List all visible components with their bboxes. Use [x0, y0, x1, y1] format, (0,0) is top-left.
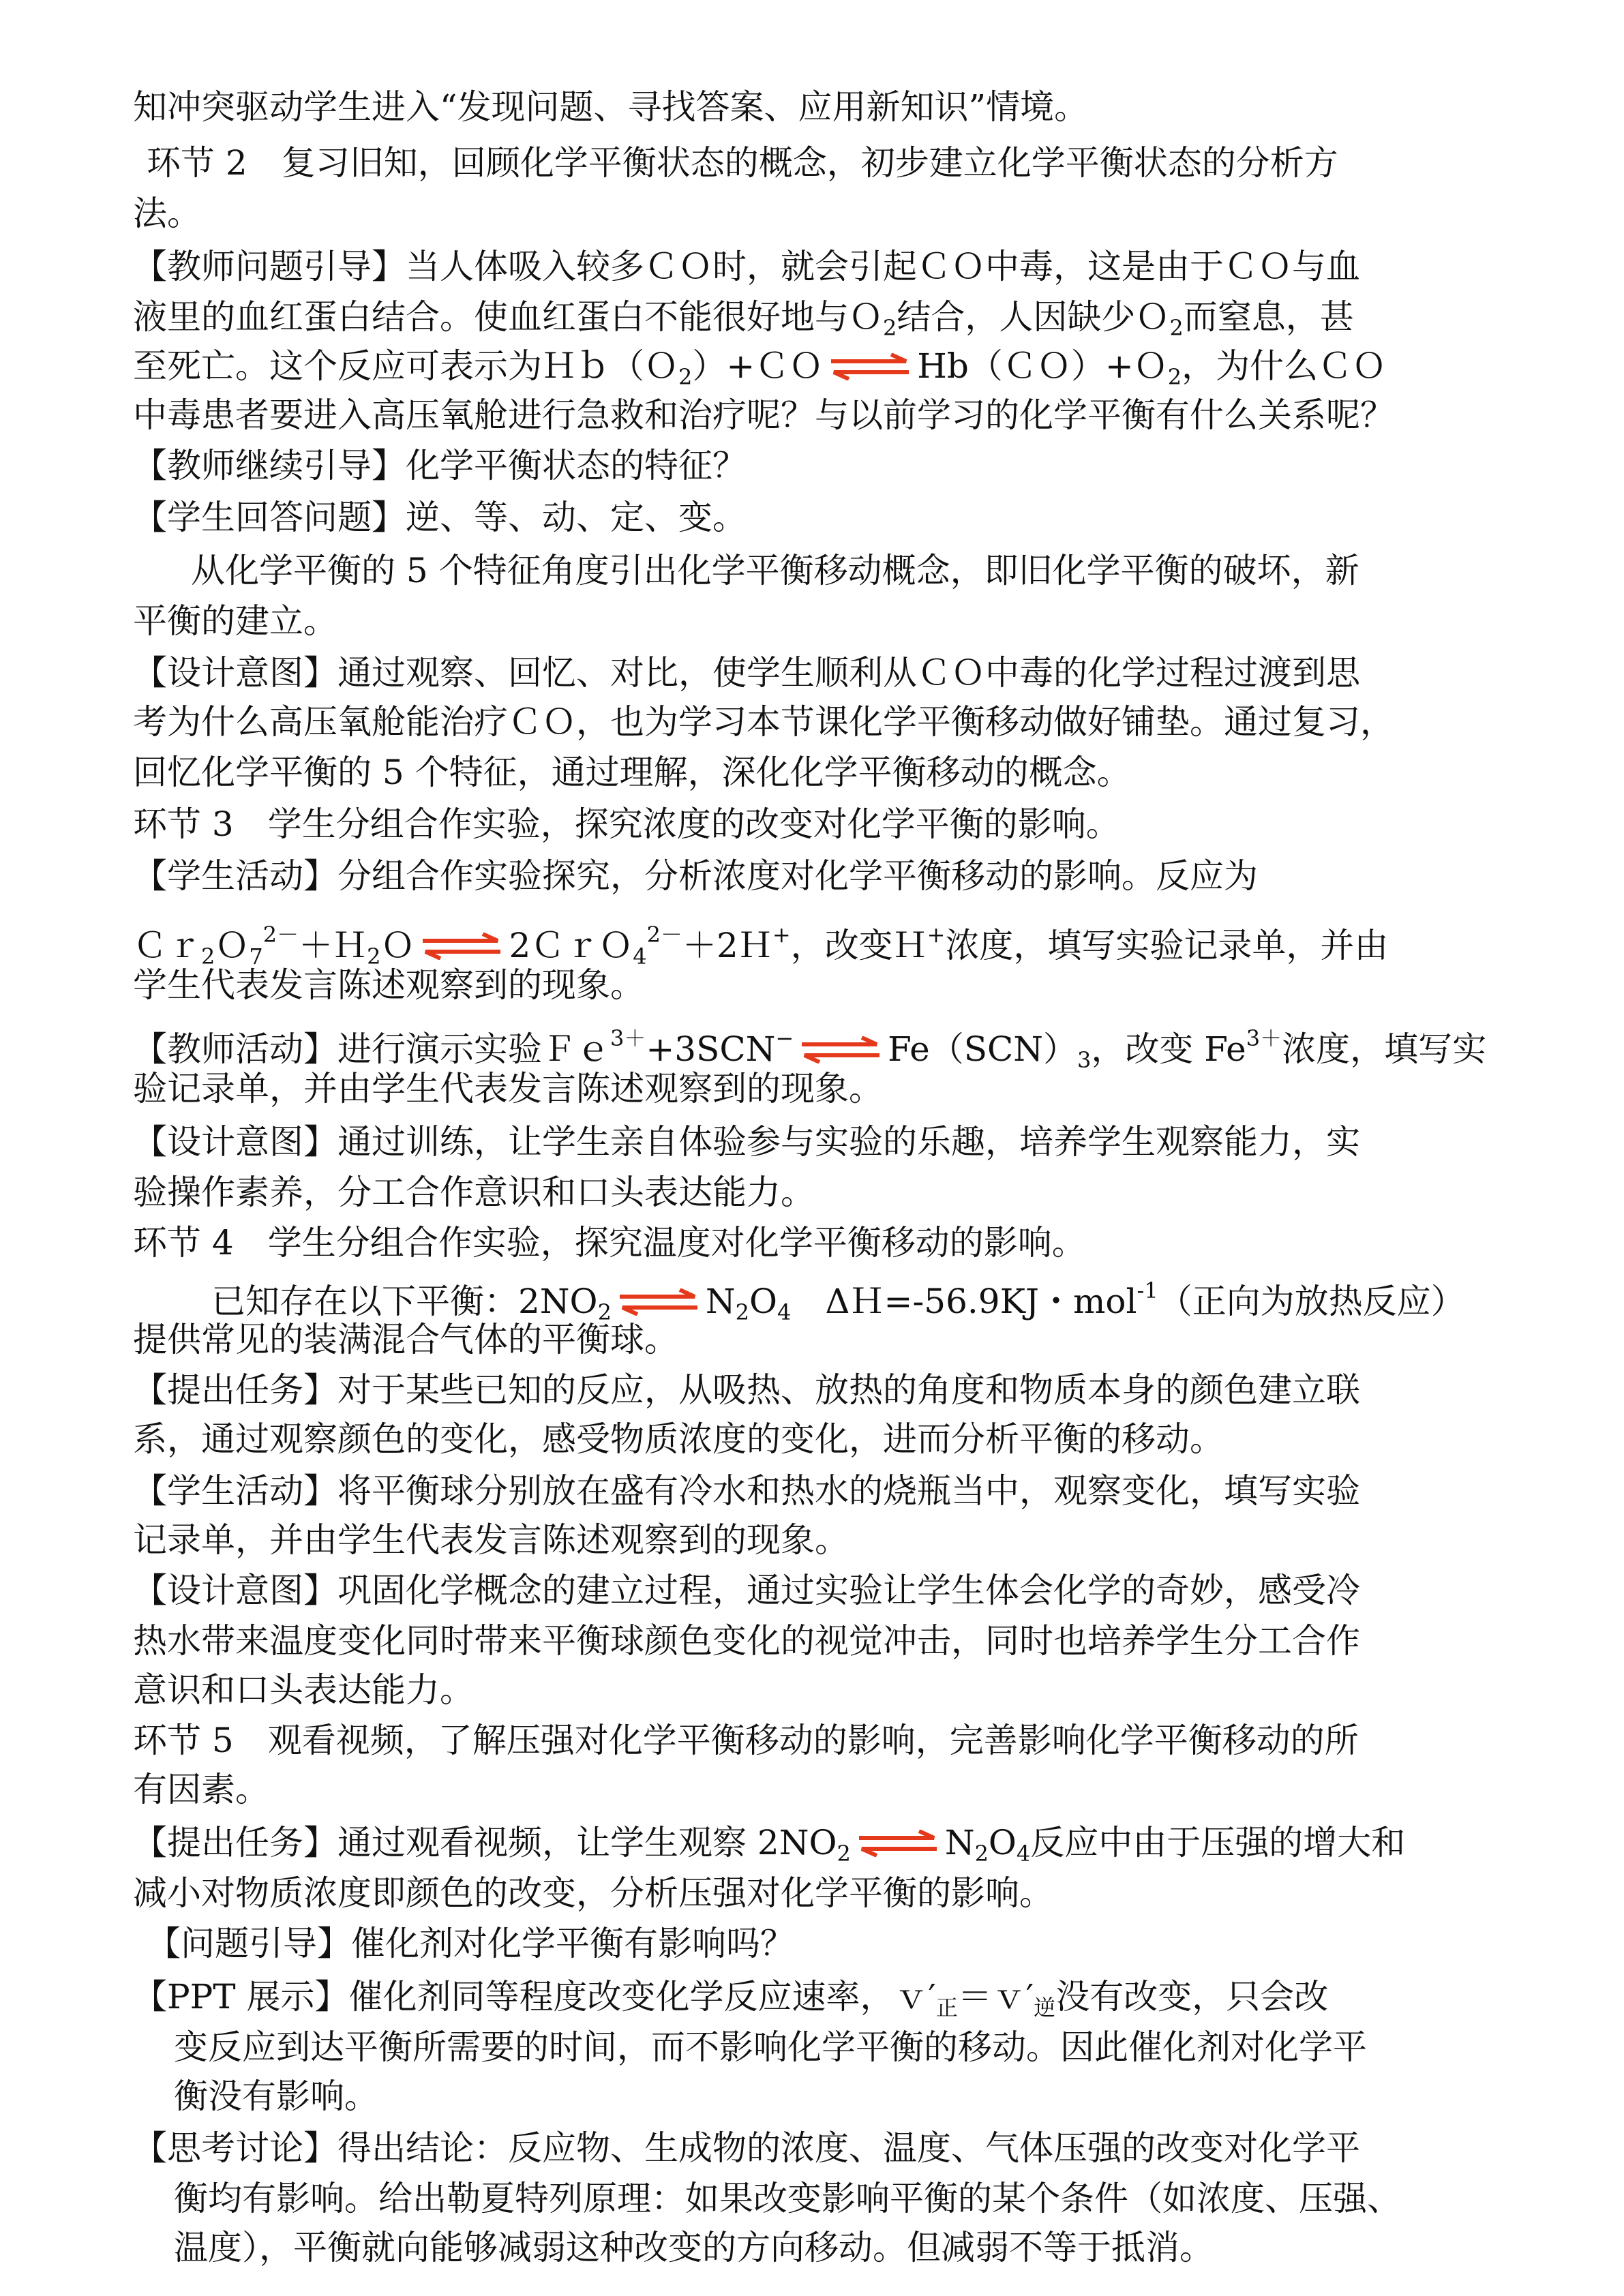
paragraph-line: Ｃｒ$_2$Ｏ$_7^{2-}$＋Ｈ$_2$Ｏ 2ＣｒＯ$_4^{2-}$＋2Ｈ+，改变Ｈ+浓度，填写实验记录单，并由 — [133, 922, 1389, 969]
paragraph-line: 至死亡。这个反应可表示为Ｈｂ（Ｏ$_2$）+ＣＯ Hb（ＣＯ）+Ｏ$_2$，为什么ＣＯ — [133, 346, 1387, 390]
equilibrium-arrow-icon — [417, 933, 506, 960]
paragraph-line: 验操作素养，分工合作意识和口头表达能力。 — [133, 1173, 815, 1212]
paragraph-line: 回忆化学平衡的 5 个特征，通过理解，深化化学平衡移动的概念。 — [133, 753, 1131, 792]
section-heading-5: 环节 5 观看视频，了解压强对化学平衡移动的影响，完善影响化学平衡移动的所 — [133, 1721, 1359, 1760]
paragraph-line: 有因素。 — [133, 1770, 269, 1809]
section-heading-4: 环节 4 学生分组合作实验，探究温度对化学平衡移动的影响。 — [133, 1223, 1086, 1263]
paragraph-line: 【学生活动】分组合作实验探究，分析浓度对化学平衡移动的影响。反应为 — [133, 856, 1258, 896]
paragraph-line: 【教师继续引导】化学平衡状态的特征？ — [133, 446, 747, 485]
paragraph-line: 【PPT 展示】催化剂同等程度改变化学反应速率，$v'_正=v'_逆$没有改变，只会改 — [133, 1977, 1329, 2021]
paragraph-line: 验记录单，并由学生代表发言陈述观察到的现象。 — [133, 1069, 883, 1108]
paragraph-line: 变反应到达平衡所需要的时间，而不影响化学平衡的移动。因此催化剂对化学平 — [174, 2027, 1367, 2067]
paragraph-line: 从化学平衡的 5 个特征角度引出化学平衡移动概念，即旧化学平衡的破坏，新 — [191, 551, 1359, 590]
paragraph-line: 【提出任务】对于某些已知的反应，从吸热、放热的角度和物质本身的颜色建立联 — [133, 1370, 1360, 1410]
paragraph-line: 液里的血红蛋白结合。使血红蛋白不能很好地与Ｏ$_2$结合，人因缺少Ｏ$_2$而窒息，甚 — [133, 297, 1354, 341]
paragraph-line: 减小对物质浓度即颜色的改变，分析压强对化学平衡的影响。 — [133, 1873, 1053, 1913]
paragraph-line: 温度），平衡就向能够减弱这种改变的方向移动。但减弱不等于抵消。 — [174, 2228, 1214, 2267]
paragraph-line: 【学生回答问题】逆、等、动、定、变。 — [133, 498, 747, 537]
equilibrium-arrow-icon — [796, 1036, 885, 1063]
paragraph-line: 系，通过观察颜色的变化，感受物质浓度的变化，进而分析平衡的移动。 — [133, 1419, 1224, 1459]
paragraph-line: 已知存在以下平衡：$2NO_2$ $N_2O_4$ ΔＨ=-56.9KJ・mol$^{-1}$（正向为放热反应） — [211, 1278, 1465, 1325]
section-heading-3: 环节 3 学生分组合作实验，探究浓度的改变对化学平衡的影响。 — [133, 804, 1120, 844]
paragraph-line: 【提出任务】通过观看视频，让学生观察 $2NO_2$ $N_2O_4$反应中由于压强的增大和 — [133, 1823, 1406, 1867]
paragraph-line: 知冲突驱动学生进入“发现问题、寻找答案、应用新知识”情境。 — [133, 87, 1089, 127]
paragraph-line: 提供常见的装满混合气体的平衡球。 — [133, 1320, 678, 1359]
paragraph-line: 考为什么高压氧舱能治疗ＣＯ，也为学习本节课化学平衡移动做好铺垫。通过复习， — [133, 702, 1394, 742]
paragraph-line: 记录单，并由学生代表发言陈述观察到的现象。 — [133, 1520, 849, 1560]
equilibrium-arrow-icon — [854, 1830, 942, 1857]
section-heading-2: 环节 2 复习旧知，回顾化学平衡状态的概念，初步建立化学平衡状态的分析方 — [147, 143, 1338, 183]
paragraph-line: 衡均有影响。给出勒夏特列原理：如果改变影响平衡的某个条件（如浓度、压强、 — [174, 2179, 1401, 2218]
paragraph-line: 热水带来温度变化同时带来平衡球颜色变化的视觉冲击，同时也培养学生分工合作 — [133, 1621, 1360, 1661]
paragraph-line: 【思考讨论】得出结论：反应物、生成物的浓度、温度、气体压强的改变对化学平 — [133, 2128, 1360, 2168]
paragraph-line: 【设计意图】通过训练，让学生亲自体验参与实验的乐趣，培养学生观察能力，实 — [133, 1122, 1360, 1162]
paragraph-line: 学生代表发言陈述观察到的现象。 — [133, 965, 644, 1005]
paragraph-line: 【设计意图】通过观察、回忆、对比，使学生顺利从ＣＯ中毒的化学过程过渡到思 — [133, 653, 1360, 693]
paragraph-line: 中毒患者要进入高压氧舱进行急救和治疗呢？与以前学习的化学平衡有什么关系呢？ — [133, 395, 1394, 435]
paragraph-line: 【教师活动】进行演示实验Ｆｅ$^{3+}$+3SCN− $Fe(SCN)_3$，改变 $Fe^{3+}$浓度，填写实 — [133, 1025, 1487, 1073]
paragraph-line: 【问题引导】催化剂对化学平衡有影响吗？ — [147, 1924, 794, 1963]
paragraph-line: 【设计意图】巩固化学概念的建立过程，通过实验让学生体会化学的奇妙，感受冷 — [133, 1571, 1360, 1610]
paragraph-line: 平衡的建立。 — [133, 601, 337, 641]
equilibrium-arrow-icon — [826, 353, 914, 380]
paragraph-line: 【学生活动】将平衡球分别放在盛有冷水和热水的烧瓶当中，观察变化，填写实验 — [133, 1471, 1360, 1511]
equilibrium-arrow-icon — [614, 1288, 703, 1316]
paragraph-line: 衡没有影响。 — [174, 2076, 378, 2116]
paragraph-line: 意识和口头表达能力。 — [133, 1670, 474, 1710]
paragraph-line: 法。 — [133, 194, 201, 233]
paragraph-line: 【教师问题引导】当人体吸入较多ＣＯ时，就会引起ＣＯ中毒，这是由于ＣＯ与血 — [133, 247, 1360, 286]
